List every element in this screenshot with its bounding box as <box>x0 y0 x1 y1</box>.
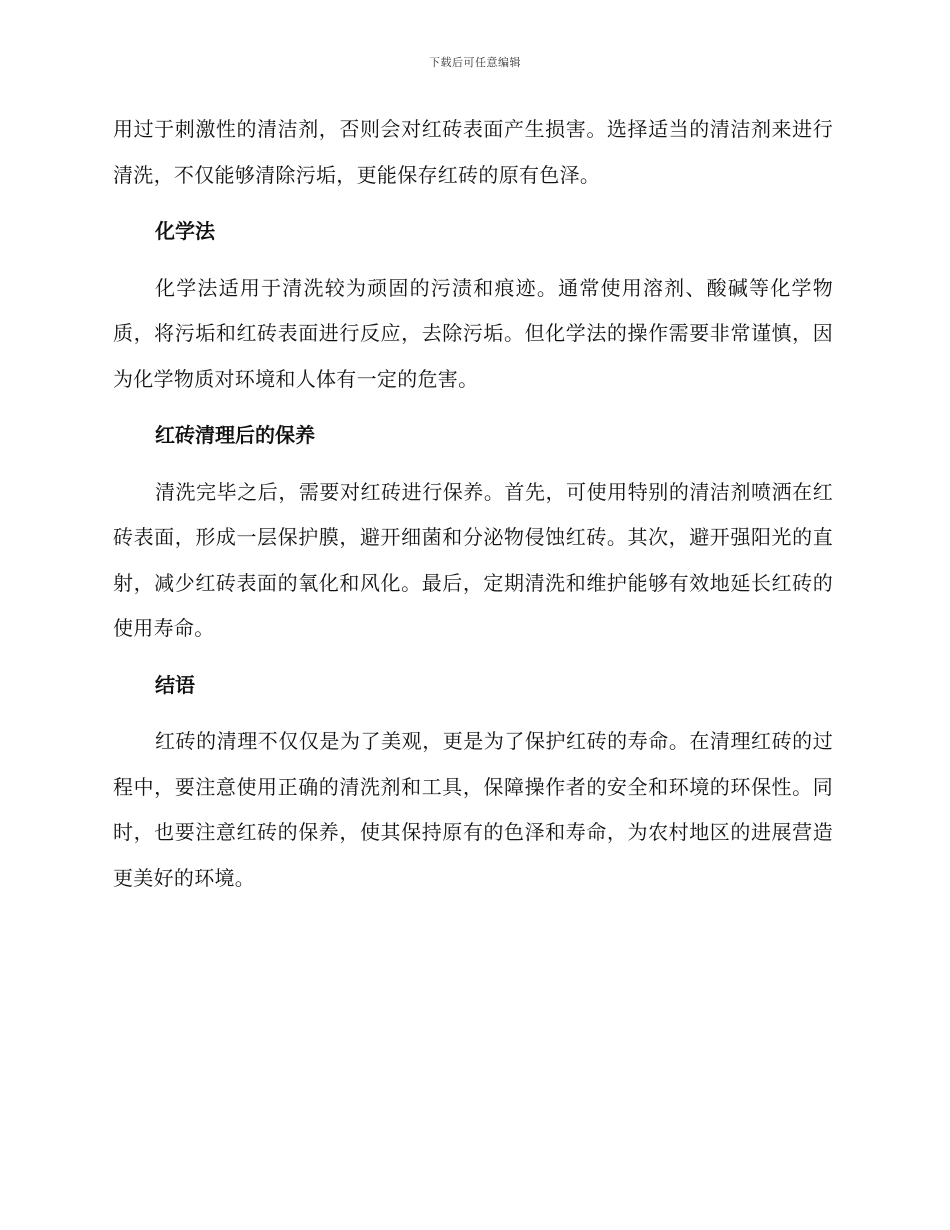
section-heading-chemical-method: 化学法 <box>155 219 215 243</box>
paragraph-chemical-method: 化学法适用于清洗较为顽固的污渍和痕迹。通常使用溶剂、酸碱等化学物质，将污垢和红砖表面进行反应，去除污垢。但化学法的操作需要非常谨慎，因为化学物质对环境和人体有一定的危害。 <box>113 275 833 391</box>
paragraph-continued: 用过于刺激性的清洁剂，否则会对红砖表面产生损害。选择适当的清洁剂来进行清洗，不仅能够清除污垢，更能保存红砖的原有色泽。 <box>113 117 833 187</box>
header-note: 下载后可任意编辑 <box>429 56 521 69</box>
paragraph-conclusion: 红砖的清理不仅仅是为了美观，更是为了保护红砖的寿命。在清理红砖的过程中，要注意使用正确的清洗剂和工具，保障操作者的安全和环境的环保性。同时，也要注意红砖的保养，使其保持原有的色泽和寿命，为农村地区的进展营造更美好的环境。 <box>113 729 833 890</box>
paragraph-maintenance: 清洗完毕之后，需要对红砖进行保养。首先，可使用特别的清洁剂喷洒在红砖表面，形成一层保护膜，避开细菌和分泌物侵蚀红砖。其次，避开强阳光的直射，减少红砖表面的氧化和风化。最后，定期清洗和维护能够有效地延长红砖的使用寿命。 <box>113 479 833 640</box>
section-heading-conclusion: 结语 <box>155 672 195 697</box>
document-body <box>113 107 833 912</box>
section-heading-maintenance: 红砖清理后的保养 <box>155 423 315 447</box>
